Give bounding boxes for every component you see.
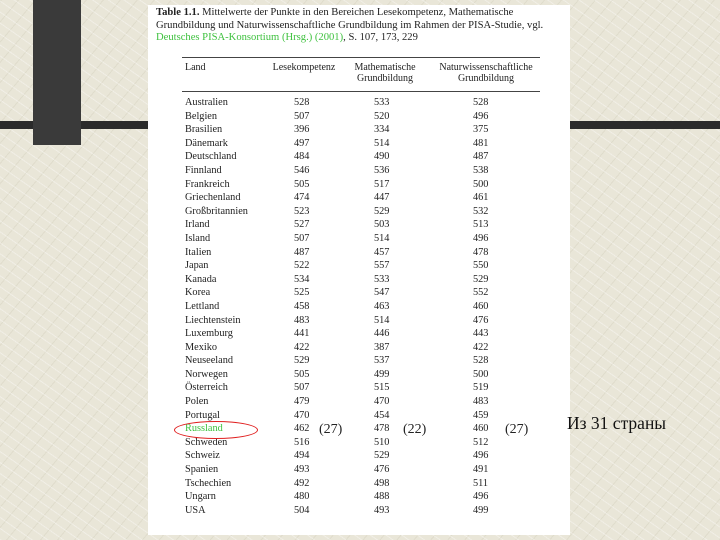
mathematik-cell: 470 <box>374 396 390 408</box>
naturwissenschaft-cell: 529 <box>473 273 489 285</box>
naturwissenschaft-cell: 496 <box>473 232 489 244</box>
mathematik-cell: 514 <box>374 137 390 149</box>
mathematik-cell: 503 <box>374 219 390 231</box>
mathematik-cell: 517 <box>374 178 390 190</box>
naturwissenschaft-cell: 519 <box>473 382 489 394</box>
mathematik-cell: 514 <box>374 232 390 244</box>
mathematik-cell: 510 <box>374 436 390 448</box>
table-row <box>148 327 570 341</box>
country-count-note: Из 31 страны <box>567 413 667 433</box>
country-cell: Mexiko <box>185 341 218 353</box>
lesekompetenz-cell: 493 <box>294 464 310 476</box>
header-mathematik: Mathematische Grundbildung <box>354 62 416 84</box>
caption-pages: , S. 107, 173, 229 <box>343 32 418 43</box>
decorative-bar-right <box>570 121 720 129</box>
table-row <box>148 164 570 178</box>
table-row <box>148 300 570 314</box>
lesekompetenz-cell: 458 <box>294 300 310 312</box>
table-body <box>148 96 570 517</box>
country-cell: Griechenland <box>185 192 241 204</box>
country-cell: Deutschland <box>185 151 237 163</box>
naturwissenschaft-cell: 460 <box>473 300 489 312</box>
naturwissenschaft-cell: 459 <box>473 409 489 421</box>
country-cell: Kanada <box>185 273 217 285</box>
mathematik-cell: 529 <box>374 450 390 462</box>
naturwissenschaft-cell: 500 <box>473 178 489 190</box>
lesekompetenz-cell: 507 <box>294 232 310 244</box>
country-cell: Norwegen <box>185 368 228 380</box>
naturwissenschaft-cell: 528 <box>473 97 489 108</box>
table-row <box>148 137 570 151</box>
table-top-rule <box>182 57 540 58</box>
lesekompetenz-cell: 483 <box>294 314 310 326</box>
naturwissenschaft-cell: 461 <box>473 192 489 204</box>
naturwissenschaft-cell: 487 <box>473 151 489 163</box>
mathematik-cell: 537 <box>374 355 390 367</box>
naturwissenschaft-cell: 499 <box>473 504 489 516</box>
naturwissenschaft-cell: 532 <box>473 205 489 217</box>
table-row <box>148 449 570 463</box>
mathematik-cell: 515 <box>374 382 390 394</box>
mathematik-cell: 463 <box>374 300 390 312</box>
rank-lesekompetenz: (27) <box>319 422 343 437</box>
naturwissenschaft-cell: 491 <box>473 464 489 476</box>
lesekompetenz-cell: 487 <box>294 246 310 258</box>
header-land: Land <box>185 62 206 73</box>
country-cell: Frankreich <box>185 178 230 190</box>
naturwissenschaft-cell: 375 <box>473 124 489 136</box>
naturwissenschaft-cell: 552 <box>473 287 489 299</box>
lesekompetenz-cell: 492 <box>294 477 310 489</box>
scanned-table-document <box>148 5 570 535</box>
country-cell: Island <box>185 232 211 244</box>
country-cell: Schweden <box>185 436 228 448</box>
table-row <box>148 463 570 477</box>
naturwissenschaft-cell: 481 <box>473 137 489 149</box>
mathematik-cell: 514 <box>374 314 390 326</box>
table-row <box>148 150 570 164</box>
lesekompetenz-cell: 525 <box>294 287 310 299</box>
lesekompetenz-cell: 529 <box>294 355 310 367</box>
mathematik-cell: 536 <box>374 164 390 176</box>
lesekompetenz-cell: 516 <box>294 436 310 448</box>
naturwissenschaft-cell: 496 <box>473 491 489 503</box>
naturwissenschaft-cell: 496 <box>473 110 489 122</box>
lesekompetenz-cell: 523 <box>294 205 310 217</box>
lesekompetenz-cell: 484 <box>294 151 310 163</box>
country-cell: Polen <box>185 396 209 408</box>
country-cell: Dänemark <box>185 137 228 149</box>
lesekompetenz-cell: 507 <box>294 382 310 394</box>
naturwissenschaft-cell: 500 <box>473 368 489 380</box>
lesekompetenz-cell: 494 <box>294 450 310 462</box>
lesekompetenz-cell: 462 <box>294 423 310 435</box>
table-row <box>148 110 570 124</box>
table-row <box>148 354 570 368</box>
lesekompetenz-cell: 396 <box>294 124 310 136</box>
mathematik-cell: 499 <box>374 368 390 380</box>
lesekompetenz-cell: 474 <box>294 192 310 204</box>
table-row <box>148 368 570 382</box>
lesekompetenz-cell: 527 <box>294 219 310 231</box>
naturwissenschaft-cell: 476 <box>473 314 489 326</box>
table-row <box>148 232 570 246</box>
mathematik-cell: 547 <box>374 287 390 299</box>
mathematik-cell: 478 <box>374 423 390 435</box>
country-cell: Liechtenstein <box>185 314 241 326</box>
table-row <box>148 191 570 205</box>
naturwissenschaft-cell: 443 <box>473 328 489 340</box>
country-cell: Großbritannien <box>185 205 248 217</box>
table-row <box>148 218 570 232</box>
table-row <box>148 381 570 395</box>
mathematik-cell: 446 <box>374 328 390 340</box>
table-row <box>148 205 570 219</box>
naturwissenschaft-cell: 511 <box>473 477 489 489</box>
table-row <box>148 96 570 110</box>
highlight-ellipse <box>174 421 258 439</box>
country-cell: Spanien <box>185 464 219 476</box>
lesekompetenz-cell: 505 <box>294 368 310 380</box>
naturwissenschaft-cell: 512 <box>473 436 489 448</box>
lesekompetenz-cell: 528 <box>294 97 310 108</box>
country-cell: Korea <box>185 287 211 299</box>
table-row <box>148 314 570 328</box>
lesekompetenz-cell: 497 <box>294 137 310 149</box>
table-row <box>148 395 570 409</box>
lesekompetenz-cell: 507 <box>294 110 310 122</box>
naturwissenschaft-cell: 496 <box>473 450 489 462</box>
table-row <box>148 341 570 355</box>
table-row <box>148 123 570 137</box>
mathematik-cell: 493 <box>374 504 390 516</box>
country-cell: Irland <box>185 219 210 231</box>
table-row <box>148 178 570 192</box>
table-row <box>148 273 570 287</box>
country-cell: USA <box>185 504 206 516</box>
naturwissenschaft-cell: 513 <box>473 219 489 231</box>
rank-naturwissenschaft: (27) <box>505 422 529 437</box>
mathematik-cell: 488 <box>374 491 390 503</box>
country-cell: Schweiz <box>185 450 220 462</box>
naturwissenschaft-cell: 483 <box>473 396 489 408</box>
country-cell: Finnland <box>185 164 222 176</box>
caption-label: Table 1.1. <box>156 7 200 18</box>
lesekompetenz-cell: 522 <box>294 260 310 272</box>
table-row <box>148 286 570 300</box>
table-row <box>148 504 570 518</box>
mathematik-cell: 533 <box>374 97 390 108</box>
mathematik-cell: 557 <box>374 260 390 272</box>
country-cell: Ungarn <box>185 491 216 503</box>
mathematik-cell: 387 <box>374 341 390 353</box>
mathematik-cell: 447 <box>374 192 390 204</box>
table-row <box>148 259 570 273</box>
naturwissenschaft-cell: 528 <box>473 355 489 367</box>
country-cell: Portugal <box>185 409 220 421</box>
lesekompetenz-cell: 505 <box>294 178 310 190</box>
naturwissenschaft-cell: 460 <box>473 423 489 435</box>
naturwissenschaft-cell: 478 <box>473 246 489 258</box>
mathematik-cell: 529 <box>374 205 390 217</box>
lesekompetenz-cell: 534 <box>294 273 310 285</box>
country-cell: Tschechien <box>185 477 232 489</box>
table-caption <box>156 7 566 45</box>
lesekompetenz-cell: 504 <box>294 504 310 516</box>
country-cell: Australien <box>185 97 228 108</box>
country-cell: Italien <box>185 246 212 258</box>
mathematik-cell: 454 <box>374 409 390 421</box>
decorative-square <box>33 0 81 145</box>
table-row <box>148 477 570 491</box>
caption-text: Mittelwerte der Punkte in den Bereichen Lesekompetenz, Mathematische Grundbildung und Naturwissenschaftliche Grundbildung im Rahmen der PISA-Studie, vgl. <box>156 7 544 31</box>
lesekompetenz-cell: 422 <box>294 341 310 353</box>
country-cell: Brasilien <box>185 124 223 136</box>
naturwissenschaft-cell: 538 <box>473 164 489 176</box>
mathematik-cell: 457 <box>374 246 390 258</box>
lesekompetenz-cell: 441 <box>294 328 310 340</box>
rank-mathematik: (22) <box>403 422 427 437</box>
lesekompetenz-cell: 546 <box>294 164 310 176</box>
country-cell: Luxemburg <box>185 328 233 340</box>
lesekompetenz-cell: 479 <box>294 396 310 408</box>
table-header-rule <box>182 91 540 92</box>
mathematik-cell: 520 <box>374 110 390 122</box>
table-row <box>148 246 570 260</box>
mathematik-cell: 490 <box>374 151 390 163</box>
country-cell: Japan <box>185 260 209 272</box>
mathematik-cell: 334 <box>374 124 390 136</box>
country-cell: Belgien <box>185 110 218 122</box>
naturwissenschaft-cell: 550 <box>473 260 489 272</box>
table-row <box>148 490 570 504</box>
header-lesekompetenz: Lesekompetenz <box>272 62 336 73</box>
caption-source: Deutsches PISA-Konsortium (Hrsg.) (2001) <box>156 32 344 43</box>
lesekompetenz-cell: 480 <box>294 491 310 503</box>
country-cell: Neuseeland <box>185 355 234 367</box>
mathematik-cell: 498 <box>374 477 390 489</box>
naturwissenschaft-cell: 422 <box>473 341 489 353</box>
country-cell: Russland <box>185 423 223 435</box>
mathematik-cell: 533 <box>374 273 390 285</box>
lesekompetenz-cell: 470 <box>294 409 310 421</box>
mathematik-cell: 476 <box>374 464 390 476</box>
country-cell: Österreich <box>185 382 228 394</box>
country-cell: Lettland <box>185 300 220 312</box>
header-naturwissenschaft: Naturwissenschaftliche Grundbildung <box>439 62 533 84</box>
